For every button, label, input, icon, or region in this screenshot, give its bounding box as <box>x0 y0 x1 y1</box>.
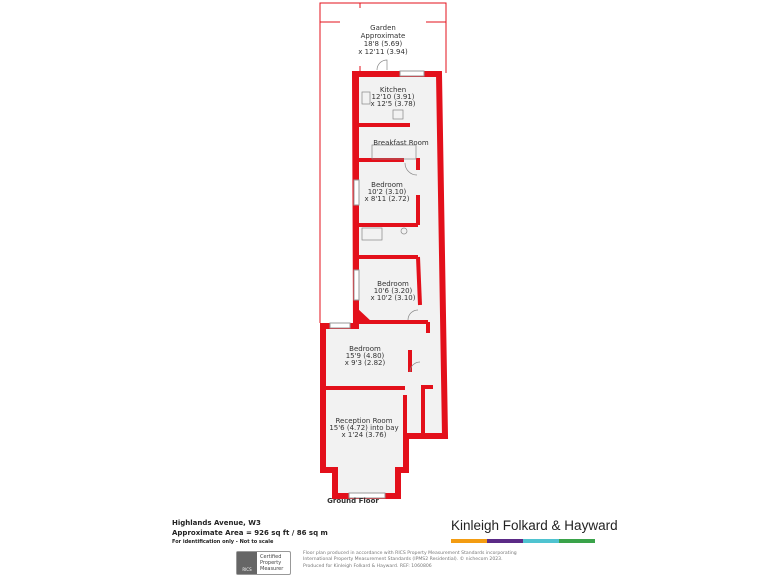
legal-line1: Floor plan produced in accordance with RICS Property Measurement Standards incorporating <box>303 551 517 556</box>
kitchen-line2: x 12'5 (3.78) <box>370 100 416 108</box>
kitchen-label: Kitchen <box>379 86 407 94</box>
garden-line1: Approximate <box>360 32 406 40</box>
breakfast-room-label: Breakfast Room <box>373 139 429 147</box>
legal-line2: International Property Measurement Standards (IPMS2 Residential). © nichecom 2023. <box>303 557 503 563</box>
bedroom2-line2: x 10'2 (3.10) <box>370 294 416 302</box>
reception-line1: 15'6 (4.72) into bay <box>329 424 399 432</box>
brand-name: Kinleigh Folkard & Hayward <box>451 518 618 533</box>
garden-label: Garden <box>370 24 396 32</box>
reception-line2: x 1'24 (3.76) <box>341 431 387 439</box>
bedroom3-label: Bedroom <box>349 345 381 353</box>
rics-line3: Measurer <box>260 566 284 572</box>
rics-badge <box>236 551 291 575</box>
legal-text <box>303 551 533 570</box>
rics-line2: Property <box>260 560 282 566</box>
bedroom2-label: Bedroom <box>377 280 409 288</box>
legal-line3: Produced for Kinleigh Folkard & Hayward. REF: 1060806 <box>303 563 432 569</box>
rics-line1: Certified <box>260 554 282 560</box>
address: Highlands Avenue, W3 <box>172 519 261 527</box>
bedroom1-line2: x 8'11 (2.72) <box>364 195 410 203</box>
bedroom1-line1: 10'2 (3.10) <box>367 188 407 196</box>
bedroom3-line1: 15'9 (4.80) <box>345 352 385 360</box>
kitchen-line1: 12'10 (3.91) <box>371 93 415 101</box>
disclaimer: For identification only - Not to scale <box>172 539 274 545</box>
property-info <box>172 518 328 545</box>
bedroom1-label: Bedroom <box>371 181 403 189</box>
rics-logo: RICS <box>237 552 257 574</box>
garden-line3: x 12'11 (3.94) <box>358 48 408 56</box>
approximate-area: Approximate Area = 926 sq ft / 86 sq m <box>172 529 328 537</box>
bedroom3-line2: x 9'3 (2.82) <box>344 359 386 367</box>
reception-label: Reception Room <box>335 417 393 425</box>
floor-label: Ground Floor <box>327 497 379 505</box>
brand-color-bar <box>451 539 595 543</box>
garden-line2: 18'8 (5.69) <box>363 40 403 48</box>
bedroom2-line1: 10'6 (3.20) <box>373 287 413 295</box>
